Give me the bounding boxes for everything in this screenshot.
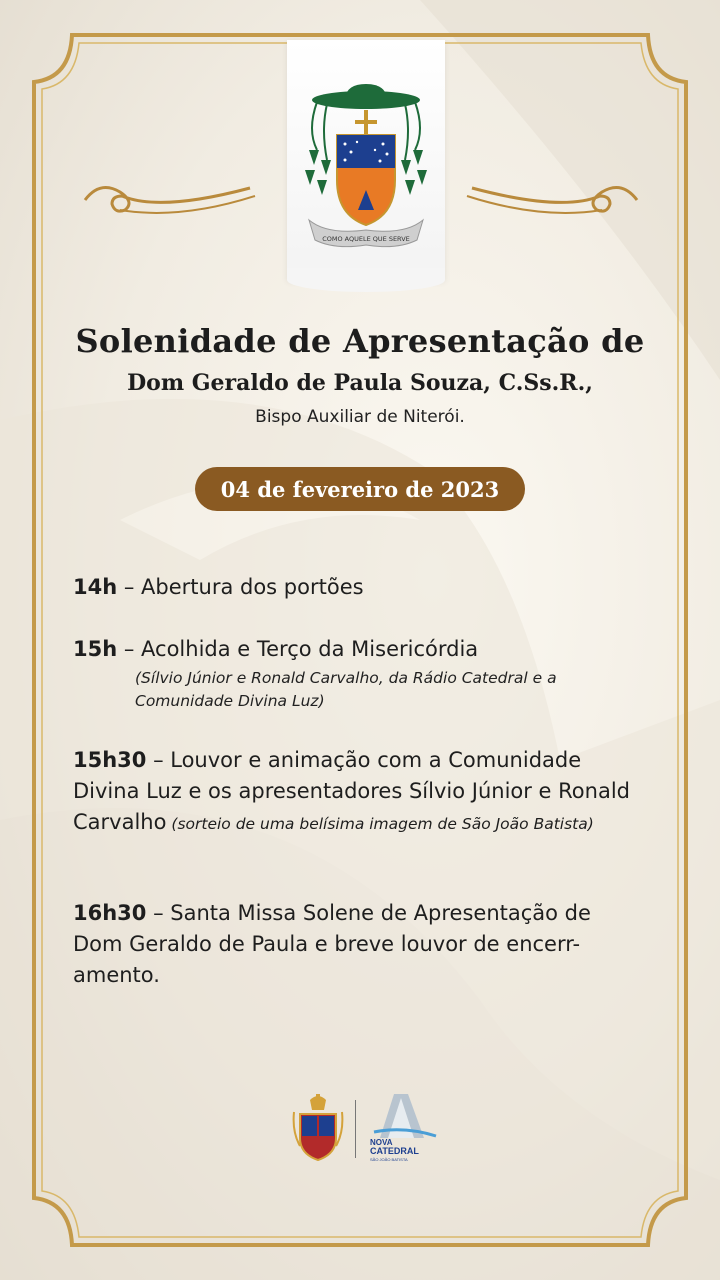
logo-divider xyxy=(355,1100,356,1158)
schedule-time: 14h xyxy=(73,575,118,599)
diocese-crest-icon xyxy=(290,1092,346,1164)
schedule-text: – Abertura dos portões xyxy=(117,575,364,599)
left-ornament xyxy=(80,170,260,230)
event-title: Solenidade de Apresentação de xyxy=(75,322,645,360)
schedule-note: (Sílvio Júnior e Ronald Carvalho, da Rádio Catedral e a Comunidade Divina Luz) xyxy=(135,669,557,710)
bishop-name: Dom Geraldo de Paula Souza, C.Ss.R., xyxy=(127,370,593,396)
right-ornament xyxy=(462,170,642,230)
schedule-text: – Louvor e animação com a Comunidade Divina Luz e os apresentadores Sílvio Júnior e Ronald Carvalho xyxy=(73,748,630,834)
schedule-item-1 xyxy=(73,572,643,603)
bishop-role: Bispo Auxiliar de Niterói. xyxy=(255,407,465,427)
schedule-time: 15h xyxy=(73,637,118,661)
logo-text-nova: NOVA xyxy=(370,1138,393,1147)
schedule-item-2 xyxy=(73,634,643,665)
schedule-note: (sorteio de uma belísima imagem de São João Batista) xyxy=(166,815,594,833)
schedule-text: – Acolhida e Terço da Misericórdia xyxy=(117,637,479,661)
logo-text-subtitle: SÃO JOÃO BATISTA xyxy=(370,1157,408,1162)
coat-of-arms-icon xyxy=(287,40,445,270)
schedule-time: 16h30 xyxy=(73,901,147,925)
date-badge: 04 de fevereiro de 2023 xyxy=(195,467,525,511)
logo-text-catedral: CATEDRAL xyxy=(370,1146,419,1156)
coat-of-arms-banner xyxy=(287,40,445,280)
schedule-time: 15h30 xyxy=(73,748,147,772)
schedule-item-3 xyxy=(73,745,643,838)
schedule-item-4 xyxy=(73,898,643,991)
motto-text: COMO AQUELE QUE SERVE xyxy=(322,235,410,243)
schedule-text: – Santa Missa Solene de Apresentação de Dom Geraldo de Paula e breve louvor de encerr-amento. xyxy=(73,901,591,987)
nova-catedral-logo xyxy=(364,1090,444,1166)
